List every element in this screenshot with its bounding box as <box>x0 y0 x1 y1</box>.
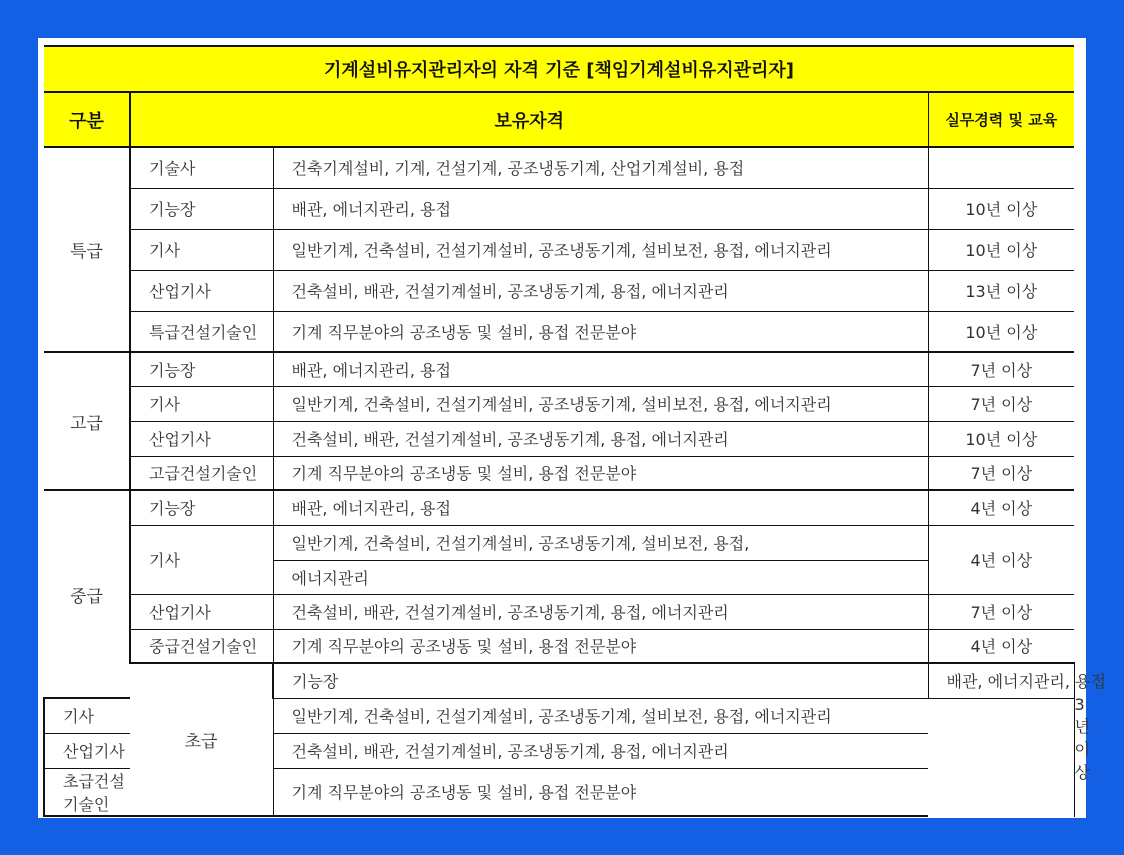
qualification-text: 기계 직무분야의 공조냉동 및 설비, 용접 전문분야 <box>273 768 928 816</box>
qualification-text: 일반기계, 건축설비, 건설기계설비, 공조냉동기계, 설비보전, 용접, 에너지관리 <box>273 386 928 421</box>
qualification-text: 배관, 에너지관리, 용접 <box>273 490 928 525</box>
grade-label: 고급 <box>44 352 130 490</box>
experience-value: 4년 이상 <box>928 629 1074 663</box>
cert-name: 산업기사 <box>44 733 130 768</box>
table-title: 기계설비유지관리자의 자격 기준 [책임기계설비유지관리자] <box>44 46 1074 92</box>
qualification-text: 기계 직무분야의 공조냉동 및 설비, 용접 전문분야 <box>273 311 928 352</box>
cert-name: 기능장 <box>130 188 273 229</box>
cert-name: 산업기사 <box>130 270 273 311</box>
cert-name: 기사 <box>130 386 273 421</box>
experience-value: 7년 이상 <box>928 352 1074 386</box>
experience-value: 4년 이상 <box>928 490 1074 525</box>
grade-label: 특급 <box>44 147 130 352</box>
cert-name: 초급건설기술인 <box>44 768 130 816</box>
qualification-text: 배관, 에너지관리, 용접 <box>928 663 1074 698</box>
experience-value <box>928 147 1074 188</box>
qualification-text: 일반기계, 건축설비, 건설기계설비, 공조냉동기계, 설비보전, 용접, <box>273 525 928 560</box>
cert-name: 특급건설기술인 <box>130 311 273 352</box>
cert-name: 기술사 <box>130 147 273 188</box>
cert-name: 기사 <box>130 525 273 594</box>
cert-name: 기사 <box>130 229 273 270</box>
qualification-text: 건축기계설비, 기계, 건설기계, 공조냉동기계, 산업기계설비, 용접 <box>273 147 928 188</box>
document-card <box>38 38 1106 818</box>
qualification-text: 건축설비, 배관, 건설기계설비, 공조냉동기계, 용접, 에너지관리 <box>273 594 928 629</box>
header-experience: 실무경력 및 교육 <box>928 92 1074 147</box>
header-grade: 구분 <box>44 92 130 147</box>
qualification-table: 기계설비유지관리자의 자격 기준 [책임기계설비유지관리자] 구분 보유자격 실무경력 및 교육 특급 기술사 건축기계설비, 기계, 건설기계, 공조냉동기계, 산업기계설비, 용접 기능장 배관, 에너지관리, 용접 10년 이상 기사 일반기계, 건축설비, 건설기계설비, 공조냉동기계, 설비보전, 용접, 에너지관리 10년 이상 산업기사 건축설비, 배관, 건설기계설비, 공조냉동기계, 용접, 에너지관리 13년 이상 특급건설기술인 기계 직무분야의 공조냉동 및 설비, 용접 전문분야 10년 이상 고급 기능장 배관, 에너지관리, 용접 7년 이상 기사 일반기계, 건축설비, 건설기계설비, 공조냉동기계, 설비보전, 용접, 에너지관리 7년 이상 산업기사 건축설비, 배관, 건설기계설비, 공조냉동기계, 용접, 에너지관리 10년 이상 고급건설기술인 기계 직무분야의 공조냉동 및 설비, 용접 전문분야 7년 이상 중급 기능장 배관, 에너지관리, 용접 4년 이상 기사 일반기계, 건축설비, 건설기계설비, 공조냉동기계, 설비보전, 용접, 4년 이상 에너지관리 산업기사 건축설비, 배관, 건설기계설비, 공조냉동기계, 용접, 에너지관리 7년 이상 중급건설기술인 기계 직무분야의 공조냉동 및 설비, 용접 전문분야 4년 이상 초급 기능장 배관, 에너지관리, 용접 3년 이상 기사 일반기계, 건축설비, 건설기계설비, 공조냉동기계, 설비보전, 용접, 에너지관리 산업기사 건축설비, 배관, 건설기계설비, 공조냉동기계, 용접, 에너지관리 초급건설기술인 기계 직무분야의 공조냉동 및 설비, 용접 전문분야 <box>43 45 1074 817</box>
header-qualification: 보유자격 <box>130 92 928 147</box>
cert-name: 중급건설기술인 <box>130 629 273 663</box>
qualification-text: 배관, 에너지관리, 용접 <box>273 352 928 386</box>
experience-value: 10년 이상 <box>928 229 1074 270</box>
experience-value: 10년 이상 <box>928 188 1074 229</box>
qualification-text: 일반기계, 건축설비, 건설기계설비, 공조냉동기계, 설비보전, 용접, 에너지관리 <box>273 229 928 270</box>
qualification-text: 기계 직무분야의 공조냉동 및 설비, 용접 전문분야 <box>273 629 928 663</box>
qualification-text: 배관, 에너지관리, 용접 <box>273 188 928 229</box>
experience-value: 10년 이상 <box>928 311 1074 352</box>
experience-value: 7년 이상 <box>928 386 1074 421</box>
cert-name: 기능장 <box>273 663 928 698</box>
cert-name: 고급건설기술인 <box>130 456 273 490</box>
qualification-text: 건축설비, 배관, 건설기계설비, 공조냉동기계, 용접, 에너지관리 <box>273 421 928 456</box>
cert-name: 산업기사 <box>130 421 273 456</box>
grade-label: 중급 <box>44 490 130 698</box>
experience-value: 4년 이상 <box>928 525 1074 594</box>
experience-value: 7년 이상 <box>928 594 1074 629</box>
qualification-text: 건축설비, 배관, 건설기계설비, 공조냉동기계, 용접, 에너지관리 <box>273 270 928 311</box>
experience-value: 10년 이상 <box>928 421 1074 456</box>
cert-name: 기능장 <box>130 490 273 525</box>
grade-label: 초급 <box>130 663 273 816</box>
qualification-text: 건축설비, 배관, 건설기계설비, 공조냉동기계, 용접, 에너지관리 <box>273 733 928 768</box>
cert-name: 기사 <box>44 698 130 733</box>
cert-name: 산업기사 <box>130 594 273 629</box>
cert-name: 기능장 <box>130 352 273 386</box>
qualification-text: 일반기계, 건축설비, 건설기계설비, 공조냉동기계, 설비보전, 용접, 에너지관리 <box>273 698 928 733</box>
qualification-text: 에너지관리 <box>273 560 928 594</box>
qualification-text: 기계 직무분야의 공조냉동 및 설비, 용접 전문분야 <box>273 456 928 490</box>
experience-value: 7년 이상 <box>928 456 1074 490</box>
experience-value: 13년 이상 <box>928 270 1074 311</box>
